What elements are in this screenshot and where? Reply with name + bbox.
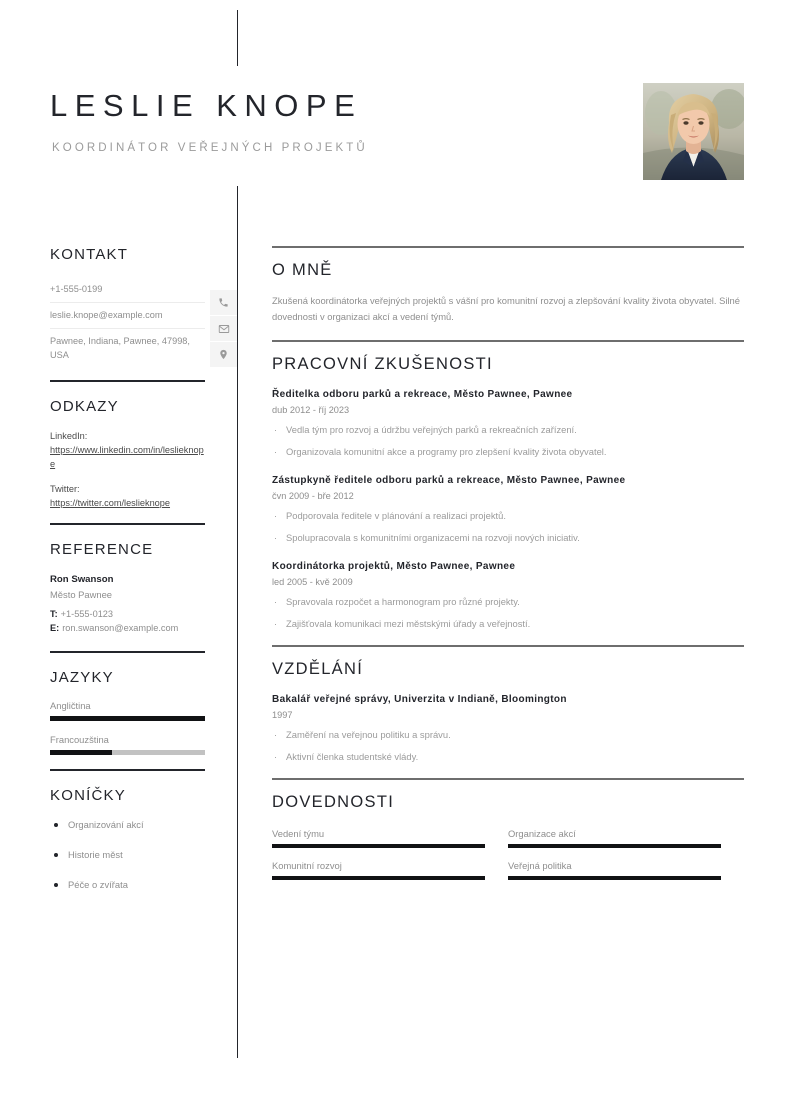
job-bullet [272, 444, 744, 459]
education-item [272, 692, 744, 764]
sidebar-section-links [50, 398, 205, 510]
main-divider-1 [272, 246, 744, 248]
language-item-french [50, 734, 205, 755]
bullet-marker-icon: · [274, 446, 278, 457]
about-heading: O MNĚ [272, 261, 333, 279]
reference-phone-value: +1-555-0123 [60, 609, 114, 619]
job-date: čvn 2009 - bře 2012 [272, 491, 354, 501]
contact-email-value: leslie.knope@example.com [50, 310, 163, 320]
contact-icon-strip [210, 290, 237, 368]
education-bullet-text: Aktivní členka studentské vlády. [286, 751, 419, 762]
language-level-fill-french [50, 750, 112, 755]
link-item-linkedin [50, 429, 205, 471]
languages-heading: JAZYKY [50, 669, 114, 686]
hobby-label: Historie měst [68, 849, 123, 860]
hobby-label: Organizování akcí [68, 819, 144, 830]
reference-email-value: ron.swanson@example.com [62, 623, 179, 633]
contact-phone-value: +1-555-0199 [50, 284, 103, 294]
reference-email-row [50, 621, 205, 635]
language-name-french: Francouzština [50, 734, 109, 745]
contact-list [50, 277, 205, 367]
bullet-dot-icon [54, 853, 58, 857]
bullet-dot-icon [54, 883, 58, 887]
skill-level-fill [272, 844, 485, 848]
skill-level-track [272, 876, 485, 880]
job-bullet-text: Zajišťovala komunikaci mezi městskými úřady a veřejností. [286, 618, 531, 629]
bullet-marker-icon: · [274, 424, 278, 435]
location-pin-icon [210, 342, 237, 368]
reference-name: Ron Swanson [50, 574, 114, 585]
education-bullet [272, 749, 744, 764]
experience-item [272, 473, 744, 545]
language-level-track-english [50, 716, 205, 721]
reference-email-key: E: [50, 623, 60, 633]
job-bullet-text: Organizovala komunitní akce a programy pro zlepšení kvality života obyvatel. [286, 446, 607, 457]
sidebar-divider-2 [50, 523, 205, 525]
phone-icon [210, 290, 237, 316]
bullet-marker-icon: · [274, 532, 278, 543]
link-item-twitter [50, 482, 205, 510]
linkedin-label: LinkedIn: [50, 431, 88, 441]
job-date: dub 2012 - říj 2023 [272, 405, 350, 415]
skill-level-track [272, 844, 485, 848]
education-heading: VZDĚLÁNÍ [272, 660, 364, 678]
portrait-photo-icon [643, 83, 744, 180]
job-bullet [272, 616, 744, 631]
avatar [643, 83, 744, 180]
experience-item [272, 387, 744, 459]
job-bullet [272, 594, 744, 609]
skill-level-fill [272, 876, 485, 880]
mail-icon [210, 316, 237, 342]
contact-item-email[interactable] [50, 303, 205, 329]
bullet-marker-icon: · [274, 618, 278, 629]
skill-level-track [508, 876, 721, 880]
education-bullet-text: Zaměření na veřejnou politiku a správu. [286, 729, 451, 740]
main-content [272, 246, 744, 892]
bullet-dot-icon [54, 823, 58, 827]
section-experience [272, 355, 744, 631]
job-date: led 2005 - kvě 2009 [272, 577, 353, 587]
main-divider-4 [272, 778, 744, 780]
skill-name: Organizace akcí [508, 828, 576, 839]
contact-item-address[interactable] [50, 329, 205, 367]
contact-address-value: Pawnee, Indiana, Pawnee, 47998, USA [50, 336, 190, 360]
reference-phone-row [50, 607, 205, 621]
resume-header [0, 76, 794, 186]
main-divider-3 [272, 645, 744, 647]
hobbies-heading: KONÍČKY [50, 787, 126, 804]
twitter-url[interactable]: https://twitter.com/leslieknope [50, 498, 171, 508]
links-heading: ODKAZY [50, 398, 119, 415]
skill-level-track [508, 844, 721, 848]
list-item [50, 818, 205, 832]
reference-organization: Město Pawnee [50, 589, 113, 600]
skill-level-fill [508, 844, 721, 848]
job-bullet-text: Spolupracovala s komunitními organizacemi na rozvoji nových iniciativ. [286, 532, 580, 543]
list-item [50, 848, 205, 862]
education-date: 1997 [272, 710, 293, 720]
sidebar-divider-1 [50, 380, 205, 382]
list-item [50, 878, 205, 892]
skill-name: Veřejná politika [508, 860, 572, 871]
sidebar [50, 246, 205, 908]
skill-level-fill [508, 876, 721, 880]
section-education [272, 660, 744, 764]
page-title: LESLIE KNOPE [50, 88, 363, 123]
body-vertical-rule [237, 186, 238, 1058]
job-bullet-text: Vedla tým pro rozvoj a údržbu veřejných parků a rekreačních zařízení. [286, 424, 577, 435]
job-bullet [272, 422, 744, 437]
reference-phone-key: T: [50, 609, 58, 619]
header-vertical-rule-top [237, 10, 238, 66]
sidebar-section-contact [50, 246, 205, 367]
experience-heading: PRACOVNÍ ZKUŠENOSTI [272, 355, 493, 373]
job-title: Koordinátorka projektů, Město Pawnee, Pawnee [272, 561, 516, 572]
education-title: Bakalář veřejné správy, Univerzita v Indianě, Bloomington [272, 694, 567, 705]
bullet-marker-icon: · [274, 510, 278, 521]
skill-item [272, 860, 508, 880]
education-bullet [272, 727, 744, 742]
skill-name: Vedení týmu [272, 828, 325, 839]
reference-heading: REFERENCE [50, 541, 154, 558]
job-title: Zástupkyně ředitele odboru parků a rekreace, Město Pawnee, Pawnee [272, 475, 626, 486]
section-skills [272, 793, 744, 892]
hobby-label: Péče o zvířata [68, 879, 128, 890]
language-item-english [50, 700, 205, 721]
skill-name: Komunitní rozvoj [272, 860, 342, 871]
job-subtitle: KOORDINÁTOR VEŘEJNÝCH PROJEKTŮ [52, 142, 368, 154]
job-bullet-text: Podporovala ředitele v plánování a realizaci projektů. [286, 510, 506, 521]
sidebar-divider-3 [50, 651, 205, 653]
job-bullet [272, 530, 744, 545]
skill-item [272, 828, 508, 848]
section-about [272, 261, 744, 324]
bullet-marker-icon: · [274, 729, 278, 740]
main-divider-2 [272, 340, 744, 342]
bullet-marker-icon: · [274, 751, 278, 762]
skills-grid [272, 828, 744, 892]
job-bullet [272, 508, 744, 523]
sidebar-section-reference [50, 541, 205, 635]
skill-item [508, 828, 744, 848]
experience-item [272, 559, 744, 631]
bullet-marker-icon: · [274, 596, 278, 607]
language-level-track-french [50, 750, 205, 755]
job-title: Ředitelka odboru parků a rekreace, Město Pawnee, Pawnee [272, 389, 573, 400]
language-level-fill-english [50, 716, 205, 721]
about-text: Zkušená koordinátorka veřejných projektů s vášní pro komunitní rozvoj a zlepšování kvality života obyvatel. Silné dovednosti v organizaci akcí a vedení týmů. [272, 295, 740, 322]
language-name-english: Angličtina [50, 700, 91, 711]
twitter-label: Twitter: [50, 484, 80, 494]
contact-heading: KONTAKT [50, 246, 129, 263]
skills-heading: DOVEDNOSTI [272, 793, 395, 811]
contact-item-phone[interactable] [50, 277, 205, 303]
linkedin-url[interactable]: https://www.linkedin.com/in/leslieknope [50, 445, 204, 469]
job-bullet-text: Spravovala rozpočet a harmonogram pro různé projekty. [286, 596, 520, 607]
sidebar-divider-4 [50, 769, 205, 771]
sidebar-section-languages [50, 669, 205, 755]
sidebar-section-hobbies [50, 787, 205, 892]
skill-item [508, 860, 744, 880]
